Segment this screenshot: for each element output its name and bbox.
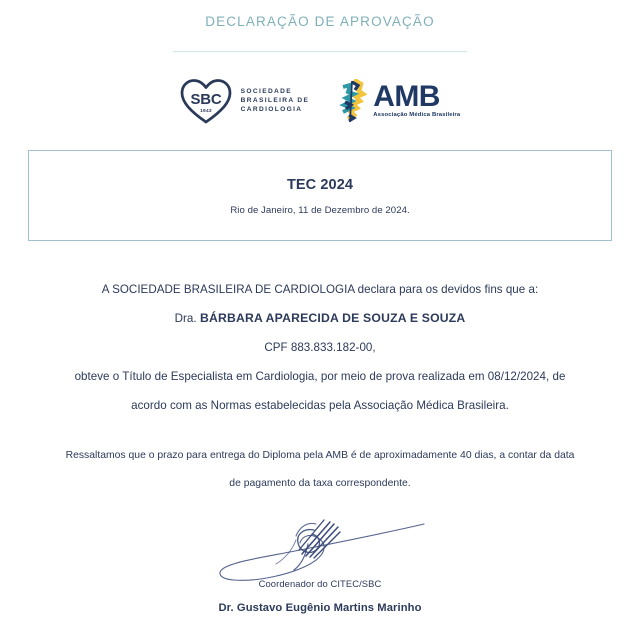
caduceus-serpent-icon xyxy=(337,79,371,123)
notice-line-2: de pagamento da taxa correspondente. xyxy=(229,478,411,490)
document-header xyxy=(0,0,640,52)
person-name: BÁRBARA APARECIDA DE SOUZA E SOUZA xyxy=(199,311,466,326)
sbc-wordmark xyxy=(241,89,310,114)
signer-role: Coordenador do CITEC/SBC xyxy=(258,578,382,590)
amb-subtitle: Associação Médica Brasileira xyxy=(373,112,461,119)
sbc-logo xyxy=(180,78,310,124)
declaration-body-line-2: acordo com as Normas estabelecidas pela Associação Médica Brasileira. xyxy=(131,399,509,413)
handwritten-signature-icon xyxy=(210,510,430,582)
sbc-year-text: 1943 xyxy=(199,109,212,115)
declaration-person-line xyxy=(22,304,618,333)
page-title: DECLARAÇÃO DE APROVAÇÃO xyxy=(205,14,435,29)
amb-acronym: AMB xyxy=(373,80,440,114)
notice-block xyxy=(0,442,640,498)
person-prefix: Dra. xyxy=(174,312,197,326)
sbc-name-line-3: CARDIOLOGIA xyxy=(240,105,303,113)
heart-outline-icon xyxy=(180,78,232,124)
header-divider xyxy=(173,51,467,52)
signature-area xyxy=(0,510,640,614)
logo-row xyxy=(0,78,640,124)
declaration-body-line-1: obteve o Título de Especialista em Cardiologia, por meio de prova realizada em 08/12/2024, de xyxy=(74,370,566,384)
exam-name: TEC 2024 xyxy=(286,177,354,194)
sbc-acronym-text: SBC xyxy=(190,91,222,109)
amb-logo xyxy=(337,79,460,123)
sbc-name-line-1: SOCIEDADE xyxy=(240,87,293,95)
person-document-line: CPF 883.833.182-00, xyxy=(264,341,376,355)
exam-place-and-date: Rio de Janeiro, 11 de Dezembro de 2024. xyxy=(230,205,410,217)
notice-line-1: Ressaltamos que o prazo para entrega do Diploma pela AMB é de aproximadamente 40 dias, a contar da data xyxy=(65,450,575,462)
declaration-intro-line: A SOCIEDADE BRASILEIRA DE CARDIOLOGIA declara para os devidos fins que a: xyxy=(101,283,539,297)
amb-wordmark xyxy=(373,80,461,119)
sbc-name-line-2: BRASILEIRA DE xyxy=(240,96,310,104)
exam-info-box xyxy=(28,150,612,241)
declaration-body xyxy=(0,275,640,420)
signer-name: Dr. Gustavo Eugênio Martins Marinho xyxy=(218,602,422,615)
